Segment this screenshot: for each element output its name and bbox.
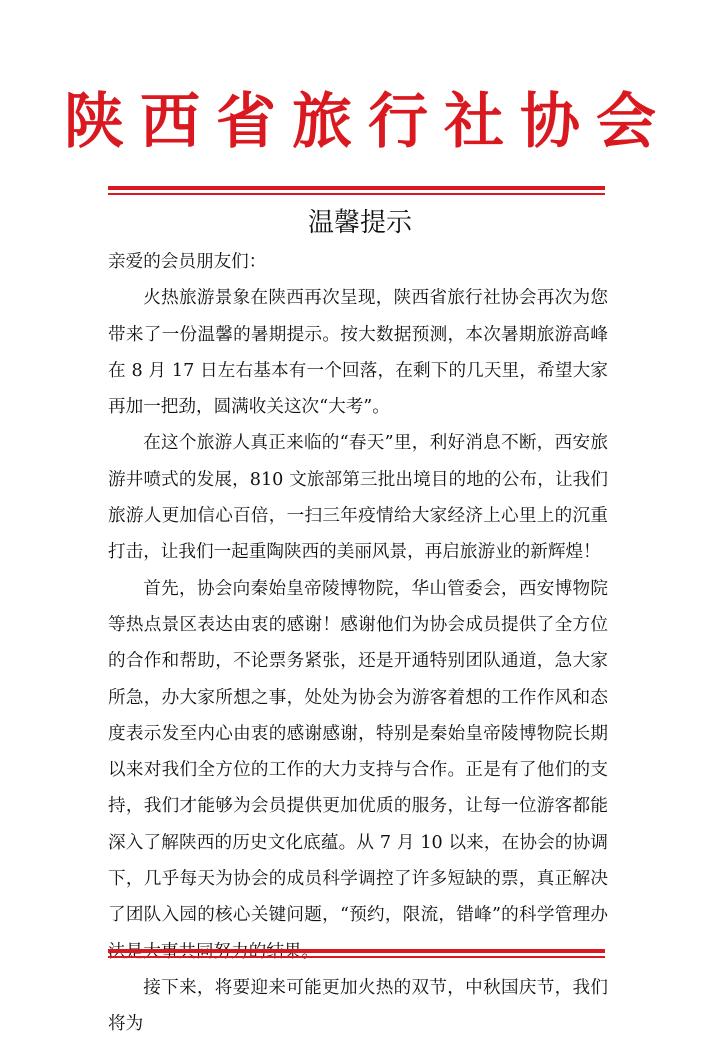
greeting-line: 亲爱的会员朋友们： <box>108 252 267 272</box>
divider-thin-line <box>108 193 605 195</box>
paragraph-1: 火热旅游景象在陕西再次呈现，陕西省旅行社协会再次为您带来了一份温馨的暑期提示。按大数据预测，本次暑期旅游高峰在 8 月 17 日左右基本有一个回落，在剩下的几天里，希望大家再加一把劲，圆满收关这次“大考”。 <box>108 288 608 418</box>
letterhead-divider-top <box>108 186 605 195</box>
divider-thin-line <box>108 956 605 958</box>
organization-letterhead-title: 陕西省旅行社协会 <box>64 87 672 157</box>
document-title: 温馨提示 <box>307 208 412 238</box>
footer-divider-bottom <box>108 949 605 958</box>
paragraph-4: 接下来，将要迎来可能更加火热的双节，中秋国庆节，我们将为 <box>108 977 608 1035</box>
paragraph-3: 首先，协会向秦始皇帝陵博物院，华山管委会，西安博物院等热点景区表达由衷的感谢！感谢他们为协会成员提供了全方位的合作和帮助，不论票务紧张，还是开通特别团队通道，急大家所急，办大家所想之事，处处为协会为游客着想的工作作风和态度表示发至内心由衷的感谢感谢，特别是秦始皇帝陵博物院长期以来对我们全方位的工作的大力支持与合作。正是有了他们的支持，我们才能够为会员提供更加优质的服务，让每一位游客都能深入了解陕西的历史文化底蕴。从 7 月 10 以来，在协会的协调下，几乎每天为协会的成员科学调控了许多短缺的票，真正解决了团队入园的核心关键问题，“预约，限流，错峰”的科学管理办 <box>108 578 608 926</box>
document-body <box>108 244 608 1043</box>
paragraph-2: 在这个旅游人真正来临的“春天”里，利好消息不断，西安旅游井喷式的发展，810 文旅部第三批出境目的地的公布，让我们旅游人更加信心百倍，一扫三年疫情给大家经济上心里上的沉重打击，让我们一起重陶陕西的美丽风景，再启旅游业的新辉煌！ <box>108 433 608 563</box>
